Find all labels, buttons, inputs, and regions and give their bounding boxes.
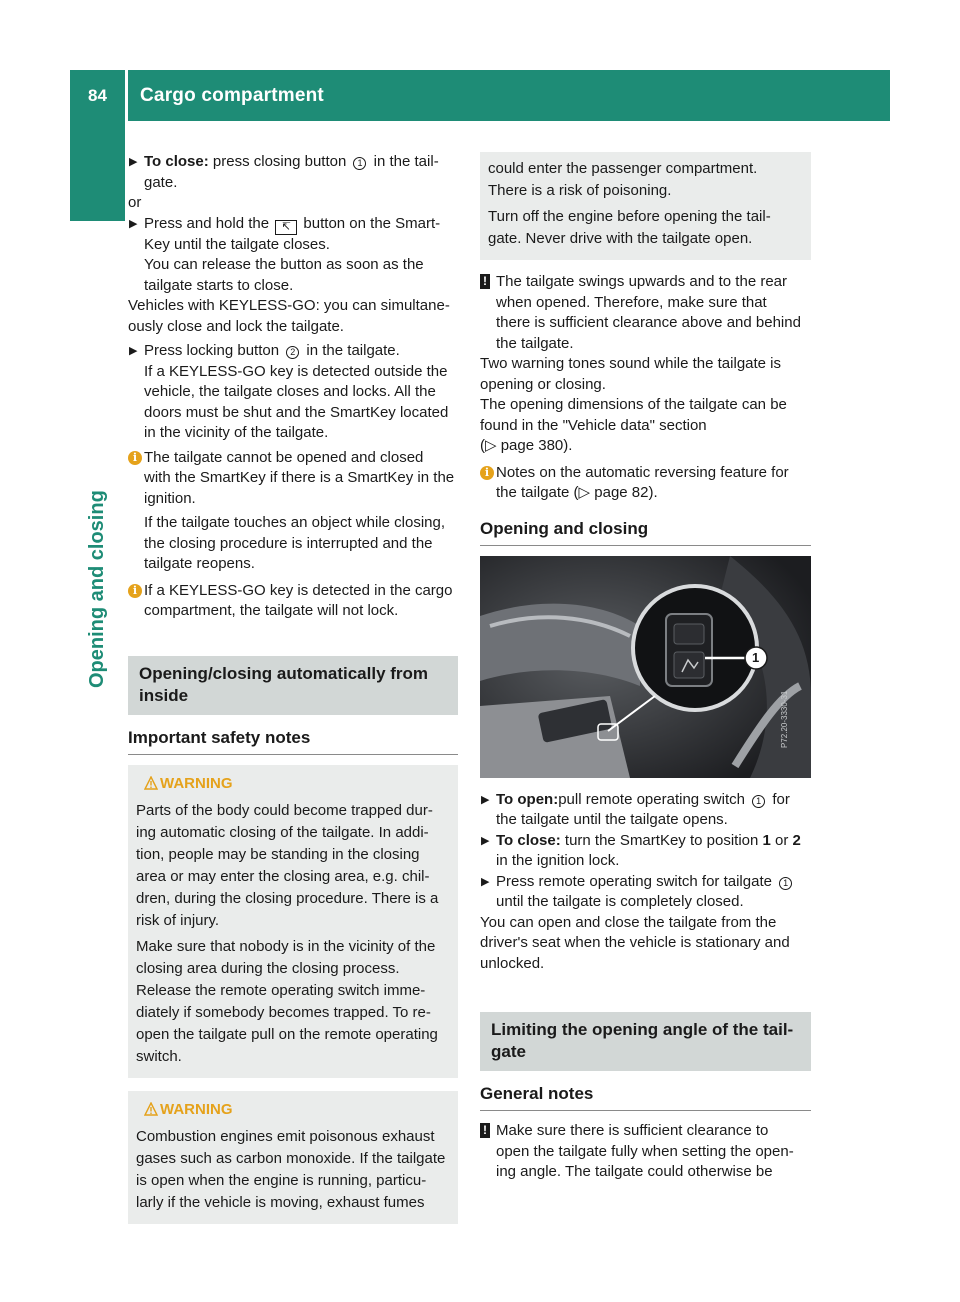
- info-note: [128, 581, 458, 602]
- section-heading-box: [128, 656, 458, 715]
- step-text: doors must be shut and the SmartKey located: [144, 403, 449, 421]
- warning-text: could enter the passenger compartment.: [488, 160, 758, 177]
- warning-title-text: WARNING: [160, 774, 233, 792]
- warning-text: open the tailgate pull on the remote operating: [136, 1025, 438, 1043]
- step-label: To close:: [496, 831, 561, 849]
- warning-triangle-icon: [144, 1102, 158, 1116]
- caution-text: the tailgate.: [496, 334, 574, 352]
- warning-text: risk of injury.: [136, 911, 220, 929]
- step-press-hold: [128, 214, 458, 235]
- info-text: the closing procedure is interrupted and the: [144, 534, 433, 552]
- door-switch-photo: [480, 556, 811, 778]
- position-value: 2: [792, 831, 801, 849]
- warning-text: Parts of the body could become trapped dur-: [136, 801, 433, 819]
- page-reference[interactable]: the tailgate (▷ page 82).: [496, 484, 658, 501]
- step-close-key: [480, 831, 811, 852]
- side-tab-label-wrap: [84, 490, 114, 688]
- info-text: If a KEYLESS-GO key is detected in the cargo: [144, 581, 453, 599]
- warning-text: Release the remote operating switch imme-: [136, 981, 426, 999]
- step-lock: [128, 341, 458, 362]
- step-text: vehicle, the tailgate closes and locks. All the: [144, 383, 436, 400]
- position-value: 1: [762, 831, 771, 849]
- step-text: tailgate starts to close.: [144, 276, 294, 294]
- step-text: for: [768, 790, 790, 808]
- info-text: compartment, the tailgate will not lock.: [144, 602, 399, 619]
- info-note: [128, 448, 458, 469]
- warning-text: larly if the vehicle is moving, exhaust fumes: [136, 1193, 425, 1211]
- side-tab-label: Opening and closing: [86, 490, 108, 688]
- step-text: turn the SmartKey to position: [560, 831, 763, 849]
- body-text: found in the "Vehicle data" section: [480, 416, 707, 434]
- info-text: with the SmartKey if there is a SmartKey in the: [144, 469, 455, 486]
- photo-callout-1: 1: [752, 649, 760, 665]
- info-text: ignition.: [144, 489, 196, 507]
- arrow-bullet-icon: ▶: [129, 156, 138, 168]
- right-column: [480, 152, 811, 1183]
- door-photo-illustration: [480, 556, 811, 778]
- page-title: Cargo compartment: [140, 85, 324, 106]
- callout-1-icon: 1: [353, 157, 366, 170]
- caution-text: when opened. Therefore, make sure that: [496, 293, 767, 311]
- warning-text: closing area during the closing process.: [136, 959, 400, 977]
- step-text: in the vicinity of the tailgate.: [144, 424, 329, 441]
- info-icon: i: [128, 584, 142, 598]
- body-text: The opening dimensions of the tailgate can be: [480, 396, 787, 413]
- step-close: [128, 152, 458, 173]
- warning-box: [128, 765, 458, 1078]
- step-text: in the tail-: [369, 153, 439, 170]
- section-heading: gate: [491, 1042, 526, 1061]
- caution-text: there is sufficient clearance above and behind: [496, 314, 801, 331]
- warning-text: dren, during the closing procedure. There is a: [136, 889, 439, 907]
- step-text: If a KEYLESS-GO key is detected outside the: [144, 362, 448, 380]
- step-text: in the ignition lock.: [496, 852, 620, 869]
- page-number: 84: [88, 86, 107, 105]
- warning-title-text: WARNING: [160, 1100, 233, 1118]
- exclamation-icon: !: [480, 274, 490, 289]
- step-text: in the tailgate.: [302, 342, 400, 359]
- info-text: tailgate reopens.: [144, 555, 255, 572]
- warning-text: is open when the engine is running, particu-: [136, 1171, 427, 1189]
- step-text: Press and hold the: [144, 214, 274, 232]
- tailgate-key-icon: ↸: [275, 220, 297, 235]
- section-heading: inside: [139, 685, 189, 705]
- caution-text: Make sure there is sufficient clearance to: [496, 1122, 769, 1139]
- section-heading-box: [480, 1012, 811, 1071]
- step-label: To close:: [144, 153, 209, 170]
- body-text: ously close and lock the tailgate.: [128, 317, 344, 335]
- body-text: You can open and close the tailgate from the: [480, 913, 777, 931]
- photo-code: P72.20-3330-31: [780, 690, 789, 748]
- info-text: If the tailgate touches an object while closing,: [144, 514, 446, 531]
- info-text: The tailgate cannot be opened and closed: [144, 448, 424, 466]
- warning-text: Turn off the engine before opening the tail-: [488, 208, 771, 225]
- warning-box: [128, 1091, 458, 1224]
- warning-text: diately if somebody becomes trapped. To re-: [136, 1003, 431, 1021]
- caution-text: The tailgate swings upwards and to the rear: [496, 273, 787, 290]
- step-open: [480, 790, 811, 811]
- step-text: until the tailgate is completely closed.: [496, 893, 744, 910]
- warning-text: area or may enter the closing area, e.g. chil-: [136, 867, 430, 885]
- step-text: pull remote operating switch: [558, 790, 750, 808]
- caution-note: [480, 1121, 811, 1142]
- arrow-bullet-icon: ▶: [129, 345, 138, 357]
- body-text: opening or closing.: [480, 375, 606, 393]
- or-text: or: [128, 194, 142, 211]
- step-label: To open:: [496, 790, 559, 808]
- body-text: driver's seat when the vehicle is stationary and: [480, 934, 790, 951]
- step-text: press closing button: [208, 153, 351, 170]
- warning-text: gate. Never drive with the tailgate open.: [488, 230, 753, 247]
- header-separator: [125, 70, 128, 121]
- subsection-heading: Important safety notes: [128, 727, 458, 755]
- page-reference[interactable]: (▷ page 380).: [480, 437, 573, 454]
- info-note: [480, 463, 811, 484]
- left-column: [128, 152, 458, 1224]
- caution-text: open the tailgate fully when setting the open-: [496, 1142, 794, 1160]
- arrow-bullet-icon: ▶: [129, 217, 138, 230]
- callout-1-icon: 1: [752, 795, 765, 808]
- section-heading: Opening/closing automatically from: [139, 663, 429, 683]
- step-press-switch: [480, 872, 811, 893]
- body-text: Two warning tones sound while the tailgate is: [480, 355, 782, 372]
- callout-2-icon: 2: [286, 346, 299, 359]
- info-icon: i: [128, 451, 142, 465]
- callout-1-icon: 1: [779, 877, 792, 890]
- step-text: button on the Smart-: [299, 214, 441, 232]
- info-icon: i: [480, 466, 494, 480]
- subsection-heading: Opening and closing: [480, 518, 811, 546]
- step-text: or: [770, 831, 793, 849]
- subsection-heading: General notes: [480, 1083, 811, 1111]
- arrow-bullet-icon: ▶: [481, 834, 490, 847]
- step-text: Press locking button: [144, 342, 284, 359]
- step-text: gate.: [144, 173, 178, 191]
- step-text: Key until the tailgate closes.: [144, 235, 330, 253]
- body-text: unlocked.: [480, 954, 545, 972]
- caution-note: [480, 272, 811, 293]
- warning-text: switch.: [136, 1047, 182, 1065]
- arrow-bullet-icon: ▶: [481, 793, 490, 806]
- warning-text: ing automatic closing of the tailgate. In addi-: [136, 823, 429, 841]
- warning-triangle-icon: [144, 776, 158, 790]
- warning-title: [136, 1100, 450, 1120]
- warning-title: [136, 774, 450, 794]
- warning-text: Combustion engines emit poisonous exhaust: [136, 1127, 435, 1145]
- warning-text: Make sure that nobody is in the vicinity of the: [136, 937, 436, 955]
- step-text: Press remote operating switch for tailgate: [496, 872, 777, 890]
- arrow-bullet-icon: ▶: [481, 875, 490, 888]
- warning-box-continued: [480, 152, 811, 260]
- side-tab: [70, 121, 125, 221]
- warning-text: There is a risk of poisoning.: [488, 182, 672, 199]
- warning-text: tion, people may be standing in the closing: [136, 845, 420, 863]
- body-text: Vehicles with KEYLESS-GO: you can simultane-: [128, 297, 450, 314]
- caution-text: ing angle. The tailgate could otherwise be: [496, 1163, 773, 1180]
- step-text: the tailgate until the tailgate opens.: [496, 811, 728, 828]
- warning-text: gases such as carbon monoxide. If the tailgate: [136, 1149, 446, 1167]
- step-text: You can release the button as soon as the: [144, 256, 424, 273]
- section-heading: Limiting the opening angle of the tail-: [491, 1020, 794, 1039]
- exclamation-icon: !: [480, 1123, 490, 1138]
- info-text: Notes on the automatic reversing feature for: [496, 463, 789, 481]
